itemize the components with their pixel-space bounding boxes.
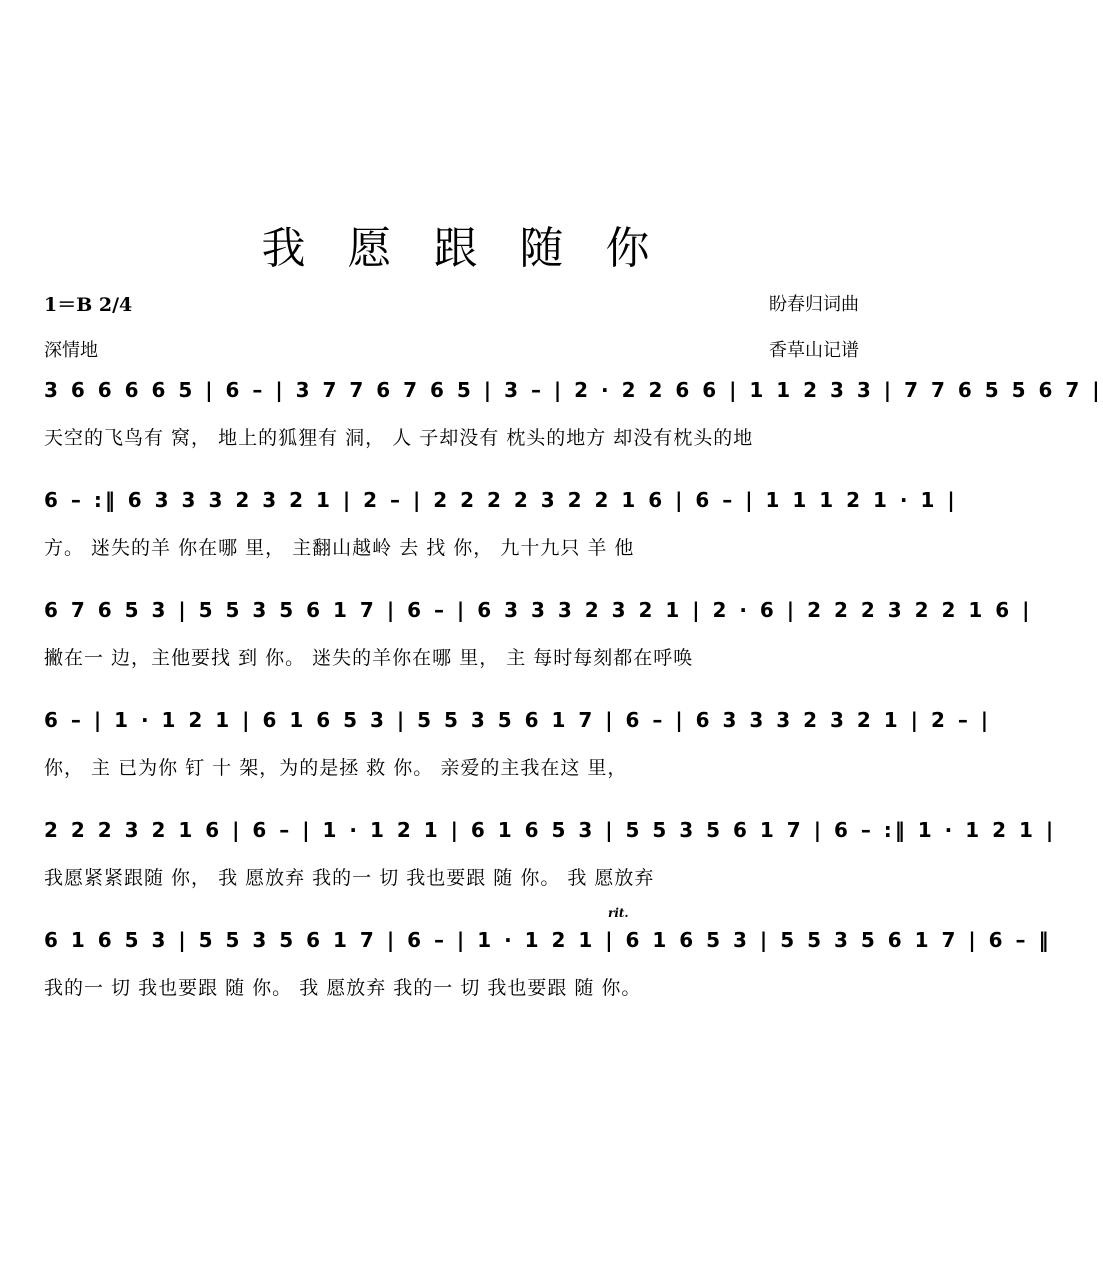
key-signature: 1＝B 2/4	[44, 294, 133, 316]
lyrics-line: 你， 主 已为你 钉 十 架，为的是拯 救 你。 亲爱的主我在这 里，	[44, 757, 628, 779]
notation-line: 6 1 6 5 3 | 5 5 3 5 6 1 7 | 6 – | 1 · 1 2 1 | 6 1 6 5 3 | 5 5 3 5 6 1 7 | 6 – ‖	[44, 928, 1052, 952]
notation-line: 2 2 2 3 2 1 6 | 6 – | 1 · 1 2 1 | 6 1 6 5 3 | 5 5 3 5 6 1 7 | 6 – :‖ 1 · 1 2 1 |	[44, 818, 1057, 842]
score-system-1	[44, 372, 1103, 452]
lyricist-composer-credit: 盼春归词曲	[769, 294, 859, 315]
lyrics-line: 撇在一 边，主他要找 到 你。 迷失的羊你在哪 里， 主 每时每刻都在呼唤	[44, 647, 694, 669]
lyrics-line: 我的一 切 我也要跟 随 你。 我 愿放弃 我的一 切 我也要跟 随 你。	[44, 977, 642, 999]
notation-line: 6 – | 1 · 1 2 1 | 6 1 6 5 3 | 5 5 3 5 6 1 7 | 6 – | 6 3 3 3 2 3 2 1 | 2 – |	[44, 708, 992, 732]
lyrics-line: 我愿紧紧跟随 你， 我 愿放弃 我的一 切 我也要跟 随 你。 我 愿放弃	[44, 867, 655, 889]
score-system-6	[44, 922, 1052, 1002]
score-system-2	[44, 482, 958, 562]
lyrics-line: 天空的飞鸟有 窝， 地上的狐狸有 洞， 人 子却没有 枕头的地方 却没有枕头的地	[44, 427, 754, 449]
tempo-marking: 深情地	[44, 340, 98, 361]
notation-line: 3 6 6 6 6 5 | 6 – | 3 7 7 6 7 6 5 | 3 – | 2 · 2 2 6 6 | 1 1 2 3 3 | 7 7 6 5 5 6 7 |	[44, 378, 1103, 402]
song-title: 我 愿 跟 随 你	[261, 223, 664, 274]
lyrics-line: 方。 迷失的羊 你在哪 里， 主翻山越岭 去 找 你， 九十九只 羊 他	[44, 537, 635, 559]
notation-line: 6 – :‖ 6 3 3 3 2 3 2 1 | 2 – | 2 2 2 2 3 2 2 1 6 | 6 – | 1 1 1 2 1 · 1 |	[44, 488, 958, 512]
score-system-3	[44, 592, 1033, 672]
ritardando-marking: rit.	[608, 906, 629, 920]
score-transcriber-credit: 香草山记谱	[769, 340, 859, 361]
score-system-5	[44, 812, 1057, 892]
notation-line: 6 7 6 5 3 | 5 5 3 5 6 1 7 | 6 – | 6 3 3 3 2 3 2 1 | 2 · 6 | 2 2 2 3 2 2 1 6 |	[44, 598, 1033, 622]
score-system-4	[44, 702, 992, 782]
